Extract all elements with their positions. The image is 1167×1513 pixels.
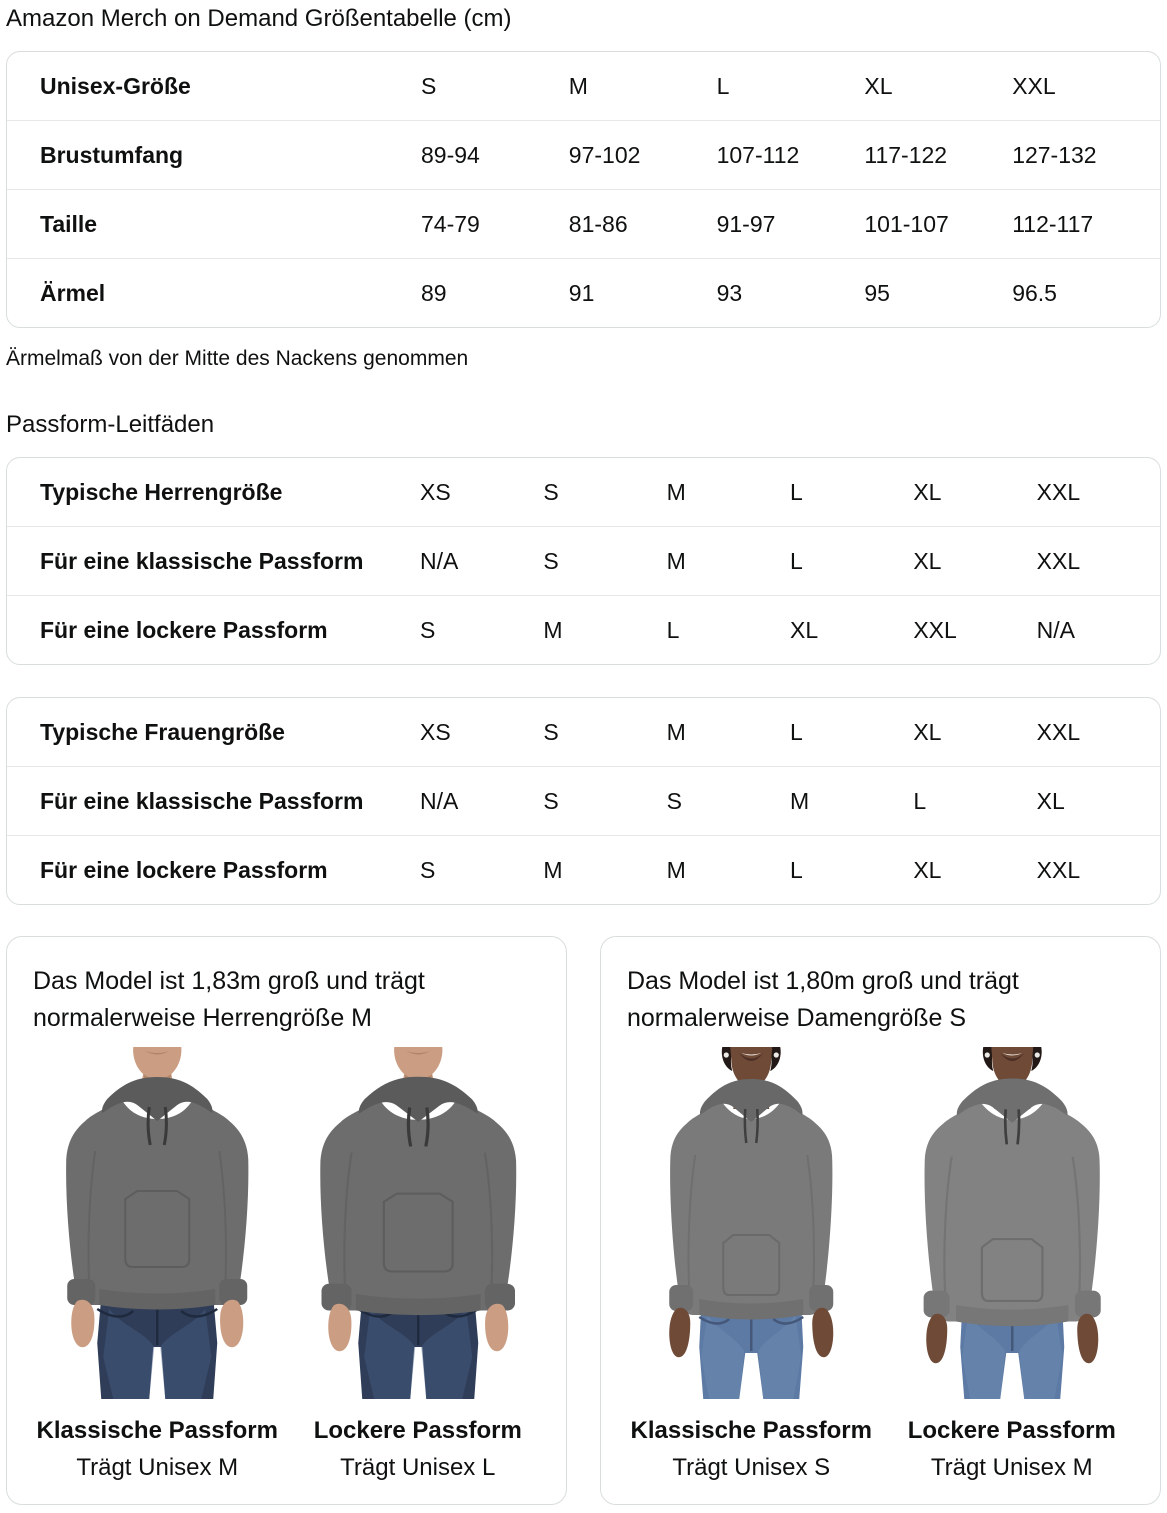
fit-name: Klassische Passform [630,1417,872,1444]
size-cell: XL [913,718,942,745]
size-cell: S [543,547,559,574]
sleeve-measure-note: Ärmelmaß von der Mitte des Nackens genommen [6,347,469,370]
male-classic-model-photo [33,1047,282,1399]
size-cell: L [790,856,803,883]
size-cell: 91 [568,279,595,306]
size-cell: N/A [420,547,459,574]
row-label: Für eine klassische Passform [40,547,364,574]
size-cell: XXL [1036,718,1081,745]
size-cell: S [666,787,682,814]
size-cell: S [543,787,559,814]
size-cell: S [420,856,436,883]
fit-size: Trägt Unisex S [672,1454,831,1481]
table-row [7,526,1160,595]
size-cell: XS [420,478,451,505]
hoodie [669,1079,833,1320]
table-row [7,458,1160,526]
size-cell: M [790,787,810,814]
table-row [7,595,1160,664]
row-label: Für eine lockere Passform [40,856,328,883]
unisex-size-table [6,51,1161,328]
model-cards [6,936,1161,1505]
size-cell: 89-94 [421,141,480,168]
womens-model-card [600,936,1161,1505]
fit-name: Klassische Passform [36,1417,278,1444]
mens-model-card [6,936,567,1505]
size-cell: 127-132 [1012,141,1097,168]
row-label: Für eine lockere Passform [40,616,328,643]
size-cell: 95 [864,279,890,306]
size-cell: XL [1036,787,1065,814]
size-cell: L [666,616,680,643]
table-row [7,766,1160,835]
table-row [7,698,1160,766]
fit-size: Trägt Unisex M [930,1454,1093,1481]
table-row [7,189,1160,258]
size-cell: 117-122 [864,141,948,168]
fit-size: Trägt Unisex M [76,1454,239,1481]
size-cell: L [790,718,803,745]
size-cell: L [790,547,803,574]
size-cell: 91-97 [716,210,776,237]
fit-name: Lockere Passform [313,1417,522,1444]
size-cell: L [716,72,730,99]
size-cell: XS [420,718,451,745]
model-figures [33,1047,542,1482]
size-cell: M [666,478,686,505]
size-cell: M [666,547,686,574]
model-description: Das Model ist 1,83m groß und trägt normalerweise Herrengröße M [33,967,425,1032]
size-cell: 112-117 [1012,210,1094,237]
model-figure-classic [627,1047,876,1482]
size-cell: 107-112 [716,141,800,168]
size-cell: S [421,72,437,99]
size-cell: 81-86 [568,210,628,237]
female-classic-model-photo [627,1047,876,1399]
page-title: Amazon Merch on Demand Größentabelle (cm) [6,5,512,32]
size-cell: 101-107 [864,210,949,237]
model-figures [627,1047,1136,1482]
table-row [7,258,1160,327]
model-figure-loose [294,1047,543,1482]
size-cell: N/A [1036,616,1075,643]
size-cell: XL [913,547,942,574]
size-cell: 97-102 [568,141,641,168]
male-loose-model-illustration [294,1047,543,1399]
row-label: Brustumfang [40,141,184,168]
male-loose-model-photo [294,1047,543,1399]
female-classic-model-illustration [627,1047,876,1399]
size-cell: S [543,718,559,745]
hoodie [66,1077,248,1310]
size-cell: M [666,718,686,745]
size-cell: XL [790,616,819,643]
size-cell: N/A [420,787,459,814]
fit-guides-title: Passform-Leitfäden [6,411,215,438]
row-label: Unisex-Größe [40,72,191,99]
mens-fit-table [6,457,1161,665]
model-figure-loose [888,1047,1137,1482]
fit-name: Lockere Passform [907,1417,1116,1444]
size-cell: XL [913,478,942,505]
size-cell: M [568,72,588,99]
size-cell: L [913,787,927,814]
size-cell: M [666,856,686,883]
size-cell: 96.5 [1012,279,1057,306]
row-label: Ärmel [40,279,106,306]
model-description: Das Model ist 1,80m groß und trägt normalerweise Damengröße S [627,967,1019,1032]
womens-fit-table [6,697,1161,905]
size-cell: XL [913,856,942,883]
jeans [699,1307,803,1399]
hoodie [320,1077,516,1315]
female-loose-model-illustration [888,1047,1137,1399]
female-loose-model-photo [888,1047,1137,1399]
size-cell: XXL [1012,72,1056,99]
model-figure-classic [33,1047,282,1482]
size-cell: S [543,478,559,505]
row-label: Taille [40,210,98,237]
size-cell: XXL [1036,478,1081,505]
size-cell: XXL [913,616,957,643]
male-classic-model-illustration [33,1047,282,1399]
row-label: Für eine klassische Passform [40,787,364,814]
size-cell: M [543,856,563,883]
row-label: Typische Herrengröße [40,478,283,505]
size-cell: 74-79 [421,210,480,237]
size-cell: XXL [1036,547,1081,574]
table-row [7,52,1160,120]
size-cell: XXL [1036,856,1081,883]
size-cell: 93 [716,279,743,306]
size-cell: XL [864,72,893,99]
table-row [7,120,1160,189]
row-label: Typische Frauengröße [40,718,285,745]
table-row [7,835,1160,904]
fit-size: Trägt Unisex L [340,1454,496,1481]
size-cell: 89 [421,279,447,306]
jeans [97,1297,217,1399]
size-cell: M [543,616,563,643]
size-cell: L [790,478,803,505]
hoodie [923,1078,1100,1326]
size-cell: S [420,616,436,643]
